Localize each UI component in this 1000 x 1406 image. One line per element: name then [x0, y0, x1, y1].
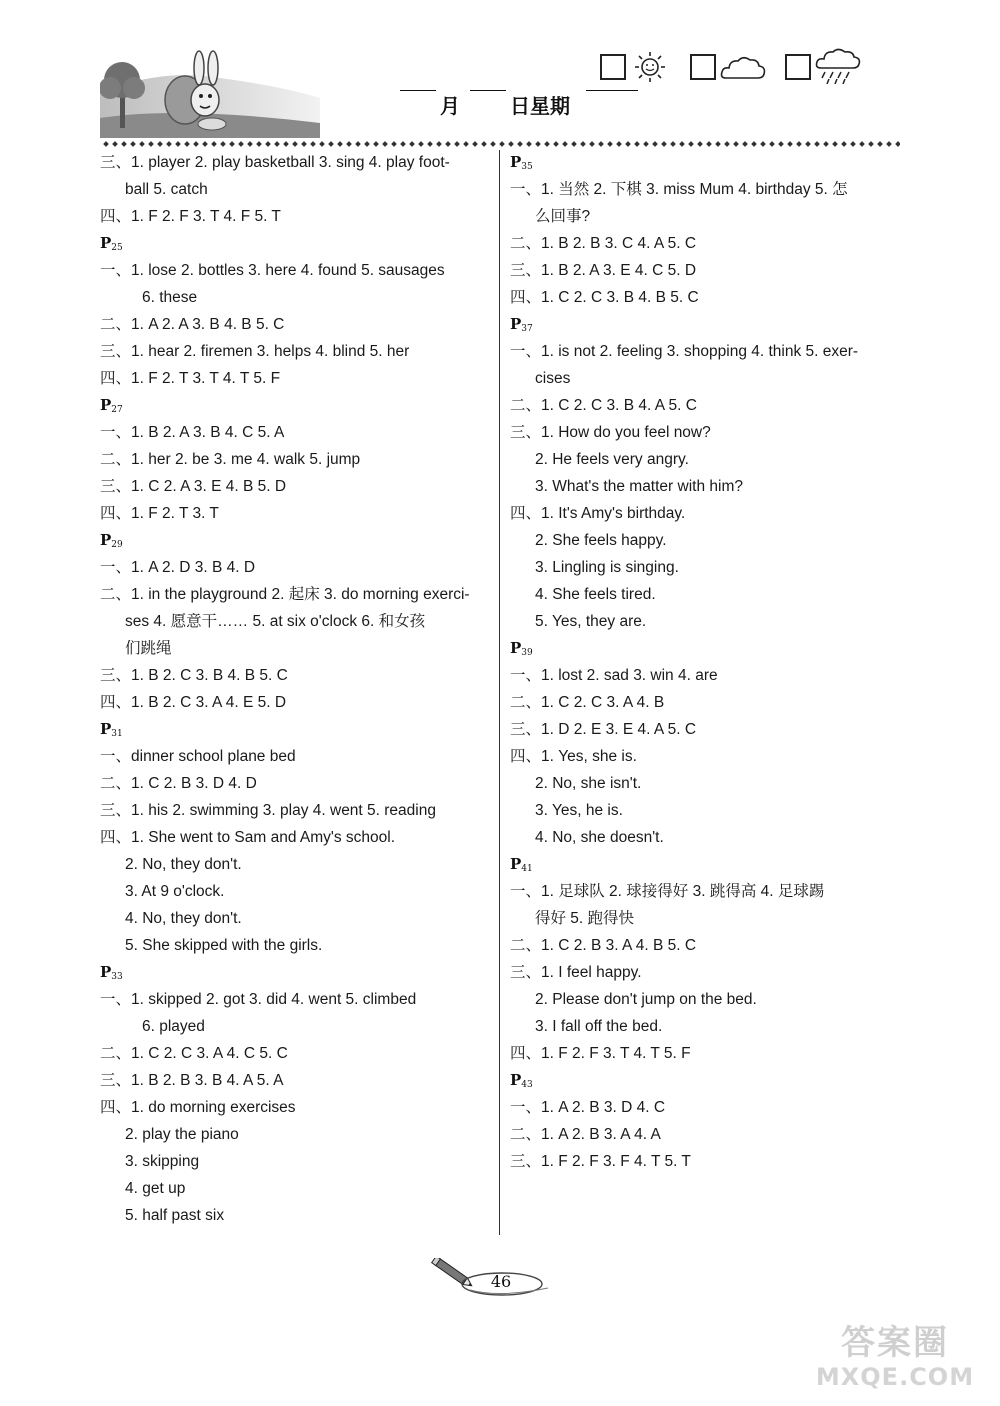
- divider-dot: [742, 141, 748, 147]
- page-reference: [100, 230, 496, 257]
- page-ref-number: 41: [521, 864, 533, 874]
- answer-line: 二、1. in the playground 2. 起床 3. do morning exerci-: [100, 586, 470, 603]
- page-number: 46: [490, 1272, 512, 1291]
- divider-dot: [382, 141, 388, 147]
- divider-dot: [175, 141, 181, 147]
- divider-dot: [661, 141, 667, 147]
- answer-line: 三、1. How do you feel now?: [510, 424, 711, 441]
- page-label: [510, 315, 533, 333]
- answer-line: 三、1. B 2. A 3. E 4. C 5. D: [510, 262, 697, 279]
- bunny-banner-illustration: [100, 38, 320, 138]
- page-ref-number: 31: [111, 729, 123, 739]
- answer-continuation: 3. skipping: [125, 1153, 200, 1170]
- divider-dot: [157, 141, 163, 147]
- page-reference: [100, 959, 496, 986]
- answer-continuation: 2. play the piano: [125, 1126, 239, 1143]
- answer-continuation: 6. played: [142, 1018, 205, 1035]
- divider-dot: [481, 141, 487, 147]
- page-reference: [100, 716, 496, 743]
- page-prefix: P: [100, 720, 112, 738]
- divider-dot: [886, 141, 892, 147]
- divider-dot: [823, 141, 829, 147]
- answer-line: 一、1. lose 2. bottles 3. here 4. found 5. sausages: [100, 262, 445, 279]
- page-prefix: P: [100, 234, 112, 252]
- divider-dot: [535, 141, 541, 147]
- day-weekday-label: 日星期: [510, 94, 570, 118]
- page-prefix: P: [510, 315, 522, 333]
- answer-continuation: 3. At 9 o'clock.: [125, 883, 225, 900]
- page-header: [0, 0, 1000, 150]
- divider-dot: [832, 141, 838, 147]
- divider-dot: [274, 141, 280, 147]
- weekday-blank[interactable]: [586, 90, 638, 91]
- answer-line: 二、1. her 2. be 3. me 4. walk 5. jump: [100, 451, 361, 468]
- answer-continuation: 2. No, they don't.: [125, 856, 242, 873]
- answer-line: 二、1. A 2. A 3. B 4. B 5. C: [100, 316, 285, 333]
- answer-line: 二、1. A 2. B 3. A 4. A: [510, 1126, 661, 1143]
- divider-dot: [112, 141, 118, 147]
- answer-continuation: 3. What's the matter with him?: [535, 478, 743, 495]
- page-label: [100, 963, 123, 981]
- divider-dot: [130, 141, 136, 147]
- divider-dot: [220, 141, 226, 147]
- divider-dot: [463, 141, 469, 147]
- divider-dot: [598, 141, 604, 147]
- page-label: [100, 531, 123, 549]
- cloud-icon: [720, 54, 766, 82]
- divider-dot: [346, 141, 352, 147]
- answer-continuation: 4. get up: [125, 1180, 186, 1197]
- divider-dot: [418, 141, 424, 147]
- answer-line: 一、1. 当然 2. 下棋 3. miss Mum 4. birthday 5. 怎: [510, 181, 848, 198]
- answer-line: 二、1. C 2. C 3. A 4. B: [510, 694, 665, 711]
- divider-dot: [184, 141, 190, 147]
- divider-dot: [391, 141, 397, 147]
- month-label: 月: [440, 94, 460, 118]
- divider-dot: [670, 141, 676, 147]
- divider-dot: [139, 141, 145, 147]
- divider-dot: [760, 141, 766, 147]
- answer-continuation: 3. Yes, he is.: [535, 802, 623, 819]
- divider-dot: [724, 141, 730, 147]
- divider-dot: [121, 141, 127, 147]
- answer-line: 二、1. C 2. B 3. D 4. D: [100, 775, 257, 792]
- answer-continuation: 4. No, they don't.: [125, 910, 242, 927]
- divider-dot: [517, 141, 523, 147]
- divider-dot: [202, 141, 208, 147]
- divider-dot: [103, 141, 109, 147]
- page-reference: [100, 527, 496, 554]
- divider-dot: [436, 141, 442, 147]
- answer-line: 四、1. F 2. T 3. T: [100, 505, 219, 522]
- page-label: [100, 234, 123, 252]
- answer-line: 一、1. lost 2. sad 3. win 4. are: [510, 667, 718, 684]
- page-ref-number: 29: [111, 540, 123, 550]
- page-ref-number: 35: [521, 162, 533, 172]
- divider-dot: [607, 141, 613, 147]
- answer-line: 四、1. B 2. C 3. A 4. E 5. D: [100, 694, 287, 711]
- answer-line: 二、1. C 2. C 3. A 4. C 5. C: [100, 1045, 288, 1062]
- answer-line: 三、1. his 2. swimming 3. play 4. went 5. reading: [100, 802, 436, 819]
- page-label: [100, 396, 123, 414]
- answer-line: 一、1. A 2. B 3. D 4. C: [510, 1099, 666, 1116]
- watermark-url: MXQE.COM: [815, 1363, 975, 1391]
- divider-dot: [805, 141, 811, 147]
- divider-dot: [409, 141, 415, 147]
- divider-dot: [292, 141, 298, 147]
- divider-dot: [193, 141, 199, 147]
- page-prefix: P: [510, 639, 522, 657]
- answer-continuation: 2. Please don't jump on the bed.: [535, 991, 757, 1008]
- divider-dot: [697, 141, 703, 147]
- answer-continuation: 4. She feels tired.: [535, 586, 656, 603]
- answer-column-left: [100, 149, 496, 1229]
- divider-dot: [373, 141, 379, 147]
- divider-dot: [526, 141, 532, 147]
- divider-dot: [238, 141, 244, 147]
- page-ref-number: 39: [521, 648, 533, 658]
- rainy-checkbox[interactable]: [785, 54, 811, 80]
- sunny-checkbox[interactable]: [600, 54, 626, 80]
- divider-dot: [148, 141, 154, 147]
- divider-dot: [706, 141, 712, 147]
- divider-dot: [841, 141, 847, 147]
- divider-dot: [427, 141, 433, 147]
- page-ref-number: 27: [111, 405, 123, 415]
- divider-dot: [868, 141, 874, 147]
- divider-dot: [850, 141, 856, 147]
- divider-dot: [553, 141, 559, 147]
- divider-dot: [499, 141, 505, 147]
- page-ref-number: 37: [521, 324, 533, 334]
- page-label: [510, 153, 533, 171]
- answer-line: 三、1. F 2. F 3. F 4. T 5. T: [510, 1153, 691, 1170]
- divider-dot: [589, 141, 595, 147]
- divider-dot: [679, 141, 685, 147]
- answer-line: 一、1. skipped 2. got 3. did 4. went 5. climbed: [100, 991, 417, 1008]
- divider-dot: [445, 141, 451, 147]
- page-prefix: P: [510, 153, 522, 171]
- page-label: [510, 1071, 533, 1089]
- divider-dot: [211, 141, 217, 147]
- page-reference: [510, 1067, 905, 1094]
- page-reference: [510, 635, 905, 662]
- answer-line: 四、1. C 2. C 3. B 4. B 5. C: [510, 289, 699, 306]
- answer-line: 二、1. C 2. B 3. A 4. B 5. C: [510, 937, 697, 954]
- answer-line: 一、1. A 2. D 3. B 4. D: [100, 559, 256, 576]
- dotted-divider: [100, 141, 900, 149]
- answer-line: 四、1. It's Amy's birthday.: [510, 505, 686, 522]
- divider-dot: [508, 141, 514, 147]
- page-reference: [510, 851, 905, 878]
- answer-line: 四、1. do morning exercises: [100, 1099, 296, 1116]
- divider-dot: [778, 141, 784, 147]
- answer-continuation: 们跳绳: [125, 640, 172, 657]
- divider-dot: [643, 141, 649, 147]
- page-prefix: P: [100, 531, 112, 549]
- divider-dot: [283, 141, 289, 147]
- page-label: [510, 855, 533, 873]
- divider-dot: [301, 141, 307, 147]
- answer-continuation: 5. Yes, they are.: [535, 613, 647, 630]
- answer-continuation: 6. these: [142, 289, 198, 306]
- divider-dot: [859, 141, 865, 147]
- answer-continuation: 得好 5. 跑得快: [535, 910, 635, 927]
- date-line: [400, 90, 660, 120]
- divider-dot: [796, 141, 802, 147]
- divider-dot: [814, 141, 820, 147]
- answer-line: 一、1. is not 2. feeling 3. shopping 4. think 5. exer-: [510, 343, 859, 360]
- answer-line: 三、1. D 2. E 3. E 4. A 5. C: [510, 721, 697, 738]
- answer-line: 四、1. Yes, she is.: [510, 748, 637, 765]
- divider-dot: [400, 141, 406, 147]
- answer-continuation: 2. She feels happy.: [535, 532, 667, 549]
- answer-continuation: 5. half past six: [125, 1207, 225, 1224]
- answer-line: 四、1. F 2. T 3. T 4. T 5. F: [100, 370, 281, 387]
- divider-dot: [544, 141, 550, 147]
- divider-dot: [364, 141, 370, 147]
- answer-line: 三、1. I feel happy.: [510, 964, 642, 981]
- divider-dot: [319, 141, 325, 147]
- answer-line: 二、1. B 2. B 3. C 4. A 5. C: [510, 235, 697, 252]
- divider-dot: [247, 141, 253, 147]
- page-ref-number: 33: [111, 972, 123, 982]
- column-divider: [499, 150, 500, 1235]
- watermark-title: 答案圈: [841, 1323, 949, 1363]
- divider-dot: [229, 141, 235, 147]
- answer-line: 三、1. hear 2. firemen 3. helps 4. blind 5. her: [100, 343, 410, 360]
- answer-continuation: 3. Lingling is singing.: [535, 559, 679, 576]
- answer-line: 三、1. C 2. A 3. E 4. B 5. D: [100, 478, 287, 495]
- divider-dot: [751, 141, 757, 147]
- answer-continuation: 2. No, she isn't.: [535, 775, 642, 792]
- answer-continuation: ball 5. catch: [125, 181, 208, 198]
- answer-line: 四、1. She went to Sam and Amy's school.: [100, 829, 396, 846]
- divider-dot: [337, 141, 343, 147]
- answer-continuation: ses 4. 愿意干…… 5. at six o'clock 6. 和女孩: [125, 613, 426, 630]
- divider-dot: [625, 141, 631, 147]
- page-prefix: P: [510, 1071, 522, 1089]
- rain-cloud-icon: [815, 48, 863, 86]
- divider-dot: [895, 141, 900, 147]
- answer-continuation: 3. I fall off the bed.: [535, 1018, 663, 1035]
- answer-line: 三、1. B 2. B 3. B 4. A 5. A: [100, 1072, 284, 1089]
- divider-dot: [877, 141, 883, 147]
- divider-dot: [562, 141, 568, 147]
- watermark: [815, 1315, 975, 1395]
- answer-continuation: 么回事?: [535, 208, 591, 225]
- page-reference: [510, 149, 905, 176]
- page-ref-number: 43: [521, 1080, 533, 1090]
- page-label: [100, 720, 123, 738]
- answer-line: 一、dinner school plane bed: [100, 748, 296, 765]
- divider-dot: [472, 141, 478, 147]
- divider-dot: [787, 141, 793, 147]
- answer-line: 二、1. C 2. C 3. B 4. A 5. C: [510, 397, 697, 414]
- divider-dot: [265, 141, 271, 147]
- answer-continuation: 2. He feels very angry.: [535, 451, 689, 468]
- page-reference: [510, 311, 905, 338]
- answer-continuation: 5. She skipped with the girls.: [125, 937, 323, 954]
- divider-dot: [652, 141, 658, 147]
- divider-dot: [328, 141, 334, 147]
- answer-line: 三、1. player 2. play basketball 3. sing 4. play foot-: [100, 154, 450, 171]
- divider-dot: [769, 141, 775, 147]
- divider-dot: [715, 141, 721, 147]
- answer-line: 四、1. F 2. F 3. T 4. T 5. F: [510, 1045, 691, 1062]
- page-prefix: P: [510, 855, 522, 873]
- page-label: [510, 639, 533, 657]
- answer-line: 四、1. F 2. F 3. T 4. F 5. T: [100, 208, 281, 225]
- divider-dot: [580, 141, 586, 147]
- cloudy-checkbox[interactable]: [690, 54, 716, 80]
- month-blank[interactable]: [400, 90, 436, 91]
- divider-dot: [634, 141, 640, 147]
- divider-dot: [688, 141, 694, 147]
- sun-icon: [632, 50, 668, 84]
- divider-dot: [616, 141, 622, 147]
- answer-line: 一、1. B 2. A 3. B 4. C 5. A: [100, 424, 285, 441]
- answer-continuation: cises: [535, 370, 571, 387]
- divider-dot: [166, 141, 172, 147]
- divider-dot: [454, 141, 460, 147]
- answer-line: 一、1. 足球队 2. 球接得好 3. 跳得高 4. 足球踢: [510, 883, 825, 900]
- answer-continuation: 4. No, she doesn't.: [535, 829, 664, 846]
- divider-dot: [310, 141, 316, 147]
- answer-line: 三、1. B 2. C 3. B 4. B 5. C: [100, 667, 288, 684]
- divider-dot: [571, 141, 577, 147]
- divider-dot: [256, 141, 262, 147]
- weather-selector: [600, 48, 880, 88]
- divider-dot: [355, 141, 361, 147]
- day-blank[interactable]: [470, 90, 506, 91]
- page-prefix: P: [100, 396, 112, 414]
- page-reference: [100, 392, 496, 419]
- divider-dot: [733, 141, 739, 147]
- divider-dot: [490, 141, 496, 147]
- page-ref-number: 25: [111, 243, 123, 253]
- answer-column-right: [510, 149, 905, 1175]
- page-prefix: P: [100, 963, 112, 981]
